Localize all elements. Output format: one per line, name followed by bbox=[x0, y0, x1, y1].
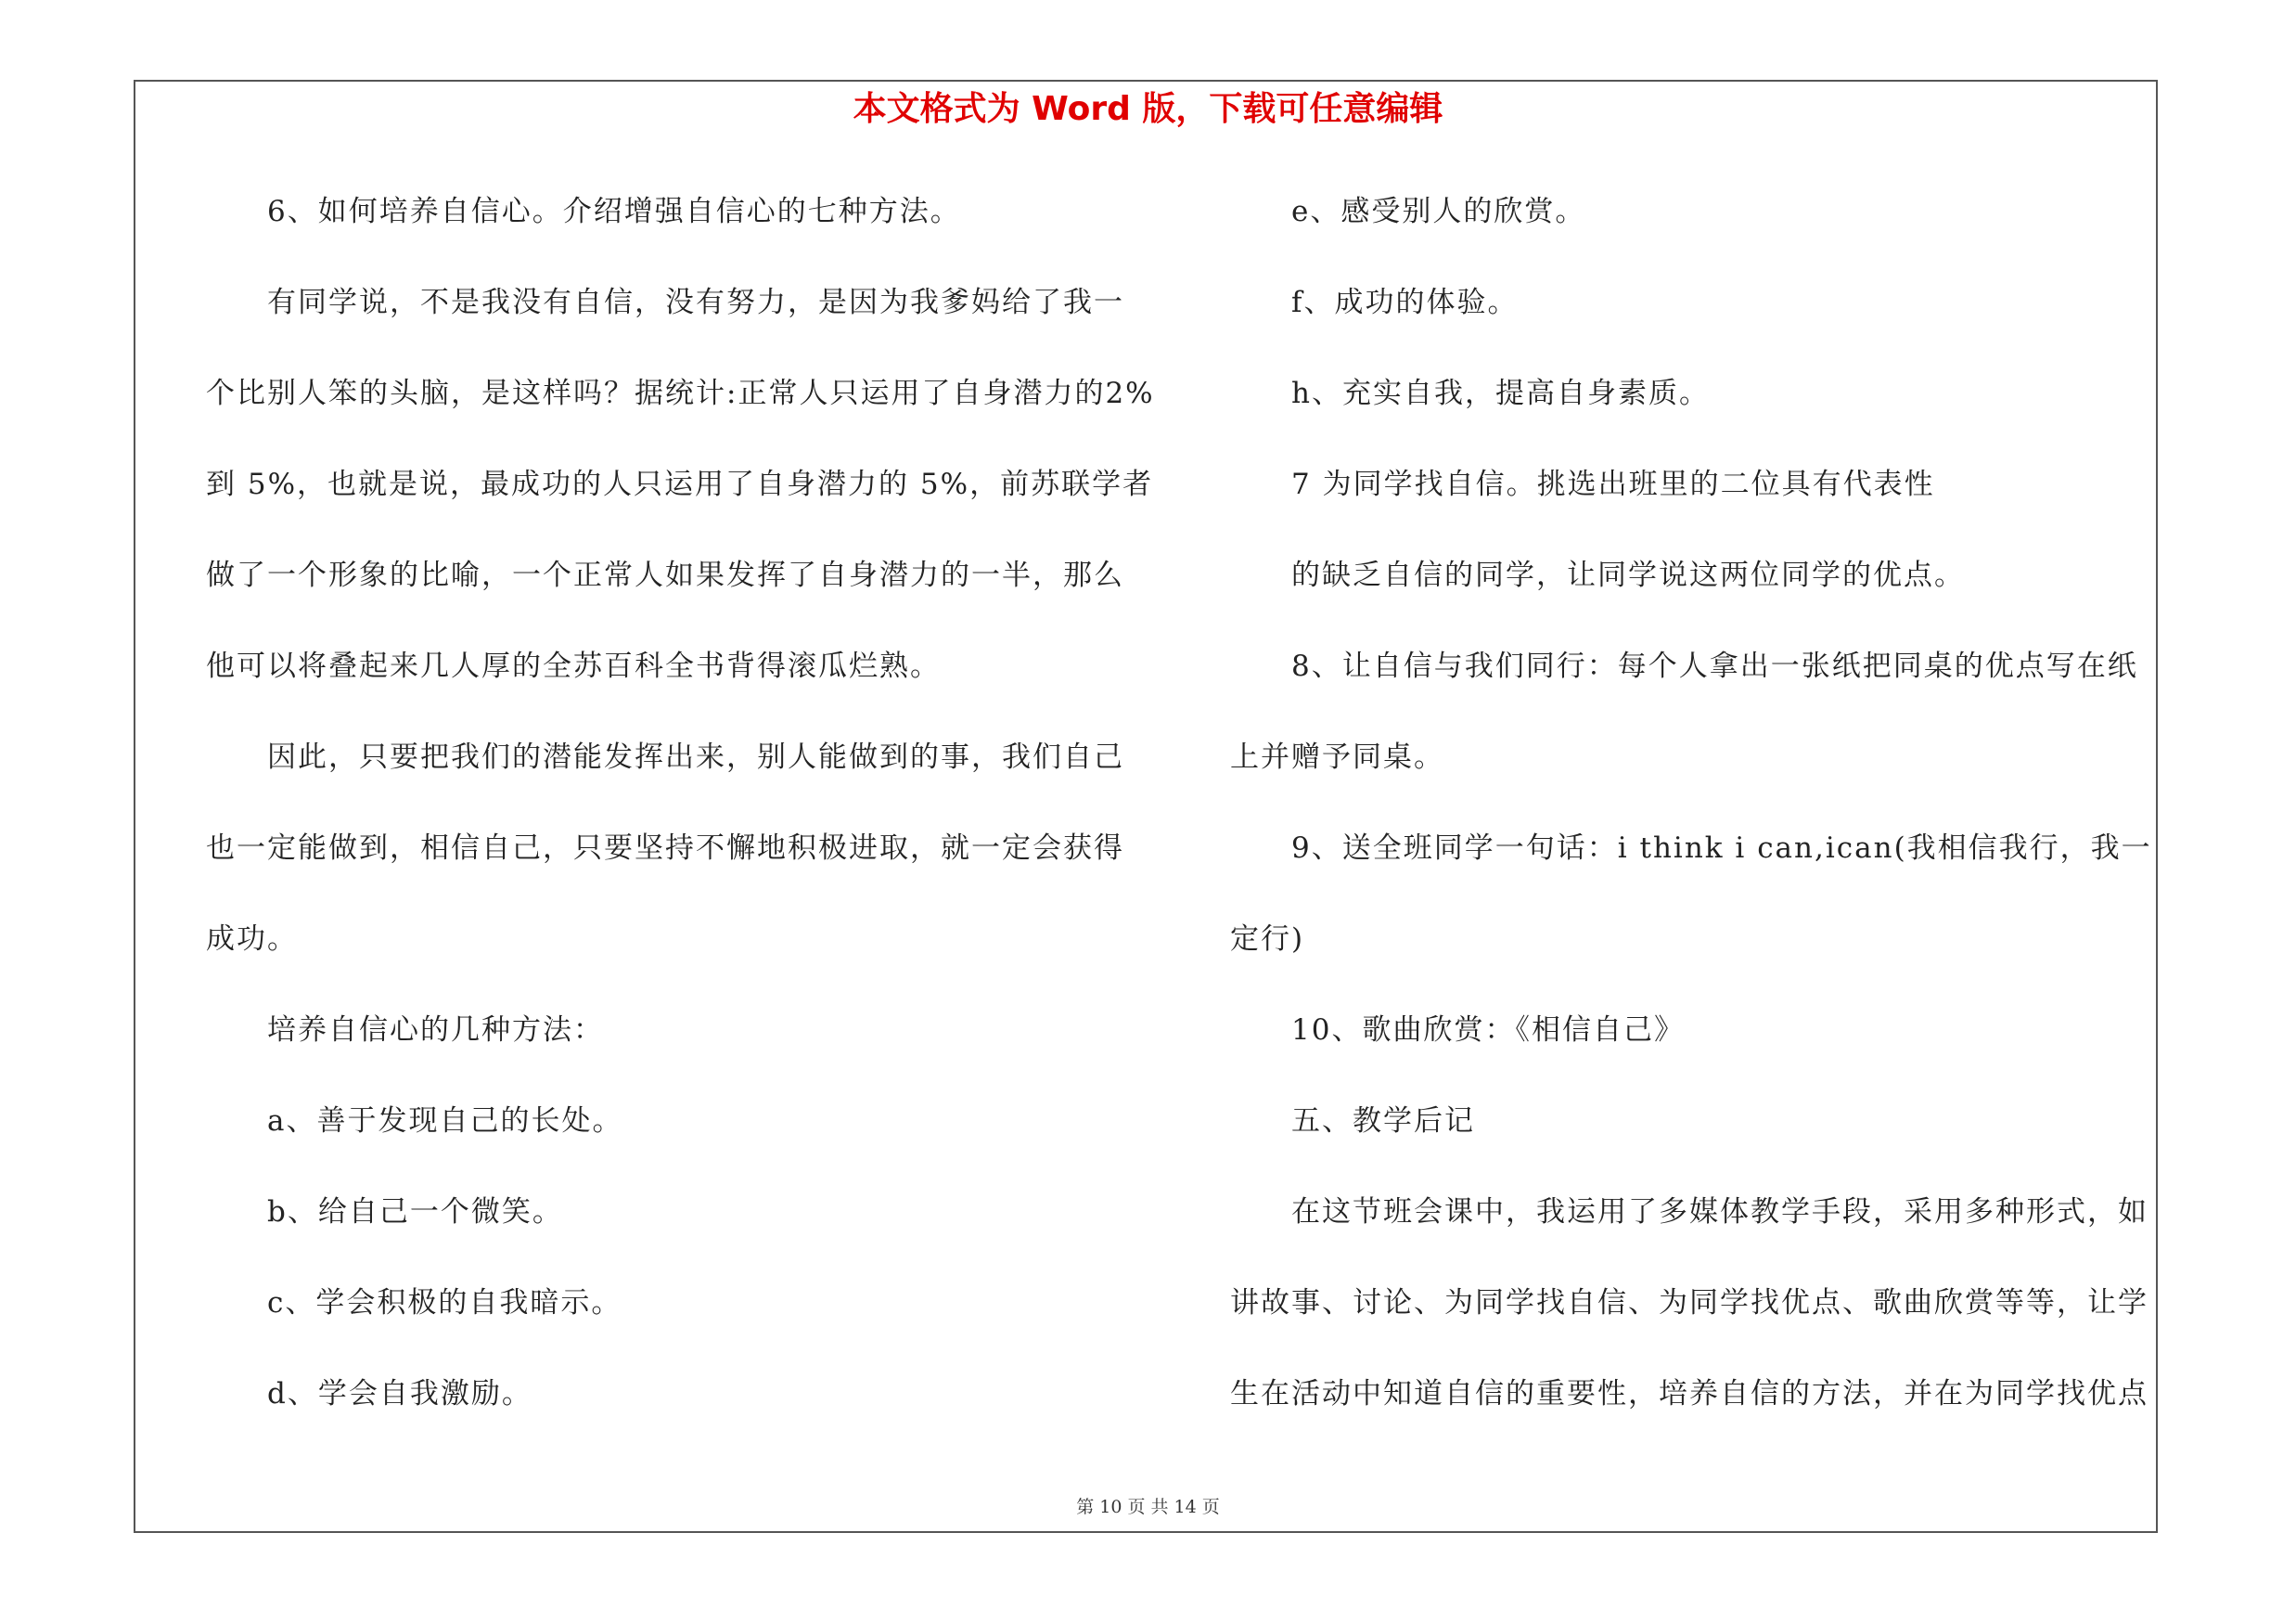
text-line: c、学会积极的自我暗示。 bbox=[267, 1286, 622, 1320]
text-line: 成功。 bbox=[206, 922, 298, 956]
right-column bbox=[1230, 184, 2152, 1457]
page-number: 第 10 页 共 14 页 bbox=[1076, 1497, 1220, 1517]
text-line: 个比别人笨的头脑，是这样吗？据统计:正常人只运用了自身潜力的2% bbox=[206, 377, 1155, 410]
text-line: 做了一个形象的比喻，一个正常人如果发挥了自身潜力的一半，那么 bbox=[206, 559, 1124, 592]
text-line: f、成功的体验。 bbox=[1291, 286, 1519, 319]
text-line: 定行) bbox=[1230, 922, 1305, 956]
text-line: 有同学说，不是我没有自信，没有努力，是因为我爹妈给了我一 bbox=[267, 286, 1124, 319]
text-line: 的缺乏自信的同学，让同学说这两位同学的优点。 bbox=[1291, 559, 1965, 592]
text-line: 10、歌曲欣赏：《相信自己》 bbox=[1291, 1013, 1685, 1047]
text-line: 6、如何培养自信心。介绍增强自信心的七种方法。 bbox=[267, 195, 961, 228]
text-line: d、学会自我激励。 bbox=[267, 1377, 532, 1410]
text-line: 上并赠予同桌。 bbox=[1230, 741, 1444, 774]
format-banner: 本文格式为 Word 版，下载可任意编辑 bbox=[853, 90, 1443, 128]
text-line: 也一定能做到，相信自己，只要坚持不懈地积极进取，就一定会获得 bbox=[206, 831, 1124, 865]
text-line: 在这节班会课中，我运用了多媒体教学手段，采用多种形式，如 bbox=[1291, 1195, 2148, 1229]
text-line: e、感受别人的欣赏。 bbox=[1291, 195, 1586, 228]
text-line: 因此，只要把我们的潜能发挥出来，别人能做到的事，我们自己 bbox=[267, 741, 1124, 774]
text-line: 生在活动中知道自信的重要性，培养自信的方法，并在为同学找优点 bbox=[1230, 1377, 2148, 1410]
left-column bbox=[206, 184, 1155, 1457]
text-line: 9、送全班同学一句话：i think i can,ican(我相信我行，我一 bbox=[1291, 831, 2152, 865]
text-line: 到 5%，也就是说，最成功的人只运用了自身潜力的 5%，前苏联学者 bbox=[206, 468, 1154, 501]
text-line: b、给自己一个微笑。 bbox=[267, 1195, 563, 1229]
text-line: a、善于发现自己的长处。 bbox=[267, 1104, 623, 1138]
text-line: 7 为同学找自信。挑选出班里的二位具有代表性 bbox=[1291, 468, 1935, 501]
text-line: h、充实自我，提高自身素质。 bbox=[1291, 377, 1710, 410]
text-line: 五、教学后记 bbox=[1291, 1104, 1475, 1138]
text-line: 培养自信心的几种方法： bbox=[267, 1013, 604, 1047]
text-line: 他可以将叠起来几人厚的全苏百科全书背得滚瓜烂熟。 bbox=[206, 650, 941, 683]
text-line: 讲故事、讨论、为同学找自信、为同学找优点、歌曲欣赏等等，让学 bbox=[1230, 1286, 2148, 1320]
text-line: 8、让自信与我们同行：每个人拿出一张纸把同桌的优点写在纸 bbox=[1291, 650, 2138, 683]
